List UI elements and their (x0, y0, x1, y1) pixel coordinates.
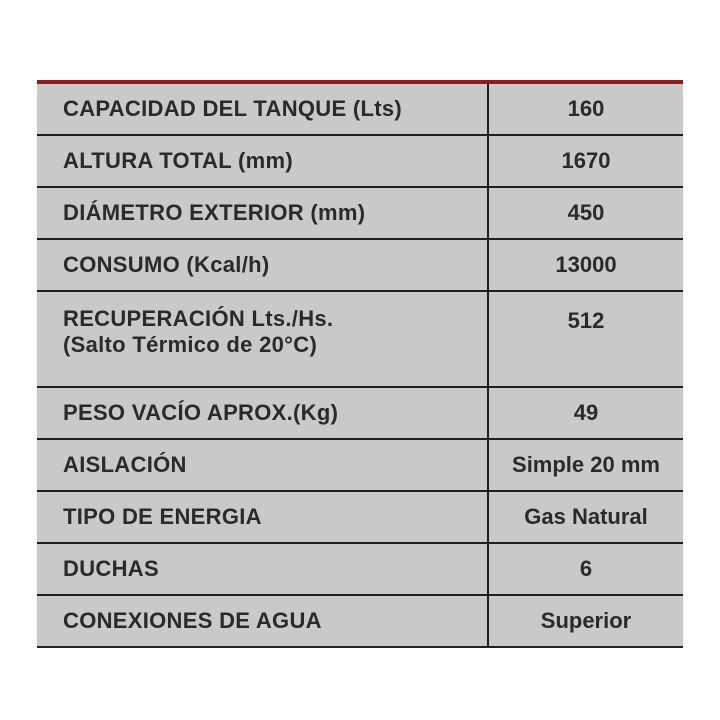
spec-label: CONSUMO (Kcal/h) (37, 239, 488, 291)
spec-row-recovery (37, 291, 683, 387)
spec-table (37, 80, 683, 648)
spec-value: 6 (488, 543, 683, 595)
spec-label: PESO VACÍO APROX.(Kg) (37, 387, 488, 439)
spec-row-consumption (37, 239, 683, 291)
spec-label-line-1: RECUPERACIÓN Lts./Hs. (63, 306, 334, 331)
spec-row-energy-type (37, 491, 683, 543)
spec-row-total-height (37, 135, 683, 187)
spec-value: 512 (488, 291, 683, 387)
spec-label: TIPO DE ENERGIA (37, 491, 488, 543)
spec-value: Superior (488, 595, 683, 647)
spec-label (37, 291, 488, 387)
spec-row-water-connections (37, 595, 683, 647)
spec-label: AISLACIÓN (37, 439, 488, 491)
spec-label: DIÁMETRO EXTERIOR (mm) (37, 187, 488, 239)
spec-row-empty-weight (37, 387, 683, 439)
spec-value: 450 (488, 187, 683, 239)
spec-row-showers (37, 543, 683, 595)
spec-row-tank-capacity (37, 82, 683, 135)
spec-value: 160 (567, 96, 605, 121)
spec-row-outer-diameter (37, 187, 683, 239)
spec-value: Gas Natural (488, 491, 683, 543)
spec-label: CAPACIDAD DEL TANQUE (Lts) (37, 82, 488, 135)
spec-value: 49 (488, 387, 683, 439)
spec-label: ALTURA TOTAL (mm) (37, 135, 488, 187)
spec-row-insulation (37, 439, 683, 491)
spec-label: DUCHAS (37, 543, 488, 595)
spec-value: Simple 20 mm (488, 439, 683, 491)
spec-value: 1670 (488, 135, 683, 187)
spec-label: CONEXIONES DE AGUA (37, 595, 488, 647)
spec-value: 13000 (488, 239, 683, 291)
spec-label-line-2: (Salto Térmico de 20°C) (63, 332, 318, 357)
